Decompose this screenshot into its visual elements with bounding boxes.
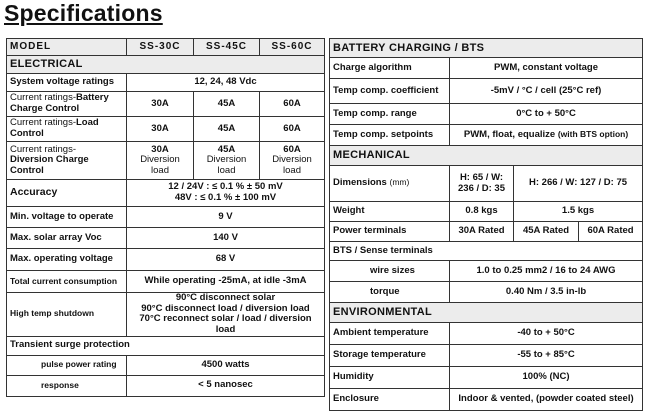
spec-label: Temp comp. range [330, 104, 450, 125]
spec-label: Ambient temperature [330, 323, 450, 345]
spec-value: 100% (NC) [450, 367, 643, 389]
spec-row [330, 242, 643, 261]
spec-row [330, 125, 643, 146]
spec-value: < 5 nanosec [127, 375, 325, 396]
section-mechanical: MECHANICAL [330, 146, 643, 166]
spec-value: H: 65 / W: 236 / D: 35 [450, 166, 514, 202]
spec-row [7, 355, 325, 375]
spec-label: BTS / Sense terminals [330, 242, 643, 261]
spec-label: Max. operating voltage [7, 249, 127, 271]
model-ss60c: SS-60C [260, 39, 325, 56]
spec-value: 0°C to + 50°C [450, 104, 643, 125]
spec-value: 90°C disconnect solar 90°C disconnect load / diversion load 70°C reconnect solar / load / diversion load [127, 293, 325, 337]
section-battery-charging: BATTERY CHARGING / BTS [330, 39, 643, 58]
spec-value: Indoor & vented, (powder coated steel) [450, 389, 643, 411]
spec-value: 60A [260, 117, 325, 142]
spec-row [330, 202, 643, 222]
spec-label: System voltage ratings [7, 74, 127, 92]
spec-row [7, 180, 325, 207]
spec-value: 0.40 Nm / 3.5 in-lb [450, 282, 643, 303]
spec-value: 12, 24, 48 Vdc [127, 74, 325, 92]
spec-value: 4500 watts [127, 355, 325, 375]
spec-label: Current ratings-Battery Charge Control [7, 92, 127, 117]
spec-value: 60A Diversion load [260, 142, 325, 180]
spec-value: 45A [194, 117, 260, 142]
spec-row [7, 228, 325, 249]
spec-label: Dimensions (mm) [330, 166, 450, 202]
spec-value: 12 / 24V : ≤ 0.1 % ± 50 mV 48V : ≤ 0.1 % ± 100 mV [127, 180, 325, 207]
spec-value: -40 to + 50°C [450, 323, 643, 345]
spec-value: -55 to + 85°C [450, 345, 643, 367]
spec-row [330, 222, 643, 242]
spec-value: 45A Rated [514, 222, 579, 242]
spec-label: Accuracy [7, 180, 127, 207]
section-row [330, 146, 643, 166]
spec-row [7, 92, 325, 117]
spec-row [330, 261, 643, 282]
spec-row [330, 104, 643, 125]
spec-row [330, 323, 643, 345]
page-title: Specifications [4, 0, 163, 26]
spec-row [7, 293, 325, 337]
spec-label: torque [330, 282, 450, 303]
spec-value: 0.8 kgs [450, 202, 514, 222]
model-header-row [7, 39, 325, 56]
spec-label: wire sizes [330, 261, 450, 282]
battery-mechanical-table [329, 38, 643, 411]
spec-label: Transient surge protection [7, 336, 325, 355]
spec-value: 60A [260, 92, 325, 117]
spec-value: 30A [127, 117, 194, 142]
spec-row [330, 389, 643, 411]
spec-row [330, 166, 643, 202]
spec-value: While operating -25mA, at idle -3mA [127, 271, 325, 293]
section-environmental: ENVIRONMENTAL [330, 303, 643, 323]
spec-value: 1.0 to 0.25 mm2 / 16 to 24 AWG [450, 261, 643, 282]
spec-row [330, 58, 643, 79]
spec-value: 68 V [127, 249, 325, 271]
spec-label: pulse power rating [7, 355, 127, 375]
spec-row [7, 74, 325, 92]
model-ss30c: SS-30C [127, 39, 194, 56]
spec-label: Current ratings-Load Control [7, 117, 127, 142]
spec-label: Humidity [330, 367, 450, 389]
spec-label: Temp comp. coefficient [330, 79, 450, 104]
spec-value: PWM, float, equalize (with BTS option) [450, 125, 643, 146]
section-row [330, 39, 643, 58]
spec-row [7, 207, 325, 228]
spec-label: Power terminals [330, 222, 450, 242]
spec-row [7, 117, 325, 142]
spec-value: 30A Rated [450, 222, 514, 242]
spec-label: response [7, 375, 127, 396]
spec-row [7, 142, 325, 180]
spec-value: 1.5 kgs [514, 202, 643, 222]
spec-label: Storage temperature [330, 345, 450, 367]
spec-row [7, 375, 325, 396]
spec-row [330, 367, 643, 389]
section-electrical: ELECTRICAL [7, 56, 325, 74]
spec-label: Weight [330, 202, 450, 222]
spec-row [7, 336, 325, 355]
spec-label: High temp shutdown [7, 293, 127, 337]
spec-row [330, 282, 643, 303]
model-ss45c: SS-45C [194, 39, 260, 56]
spec-value: 9 V [127, 207, 325, 228]
spec-label: Max. solar array Voc [7, 228, 127, 249]
spec-label: Current ratings- Diversion Charge Control [7, 142, 127, 180]
spec-row [330, 345, 643, 367]
spec-label: Min. voltage to operate [7, 207, 127, 228]
electrical-spec-table [6, 38, 325, 397]
spec-value: 45A [194, 92, 260, 117]
spec-value: 30A [127, 92, 194, 117]
spec-label: Charge algorithm [330, 58, 450, 79]
model-label: MODEL [7, 39, 127, 56]
spec-label: Temp comp. setpoints [330, 125, 450, 146]
section-row [330, 303, 643, 323]
spec-value: PWM, constant voltage [450, 58, 643, 79]
spec-label: Total current consumption [7, 271, 127, 293]
spec-row [7, 249, 325, 271]
spec-value: 45A Diversion load [194, 142, 260, 180]
section-row [7, 56, 325, 74]
spec-label: Enclosure [330, 389, 450, 411]
spec-row [7, 271, 325, 293]
spec-row [330, 79, 643, 104]
spec-value: H: 266 / W: 127 / D: 75 [514, 166, 643, 202]
spec-value: -5mV / °C / cell (25°C ref) [450, 79, 643, 104]
spec-value: 60A Rated [579, 222, 643, 242]
spec-value: 30A Diversion load [127, 142, 194, 180]
spec-value: 140 V [127, 228, 325, 249]
